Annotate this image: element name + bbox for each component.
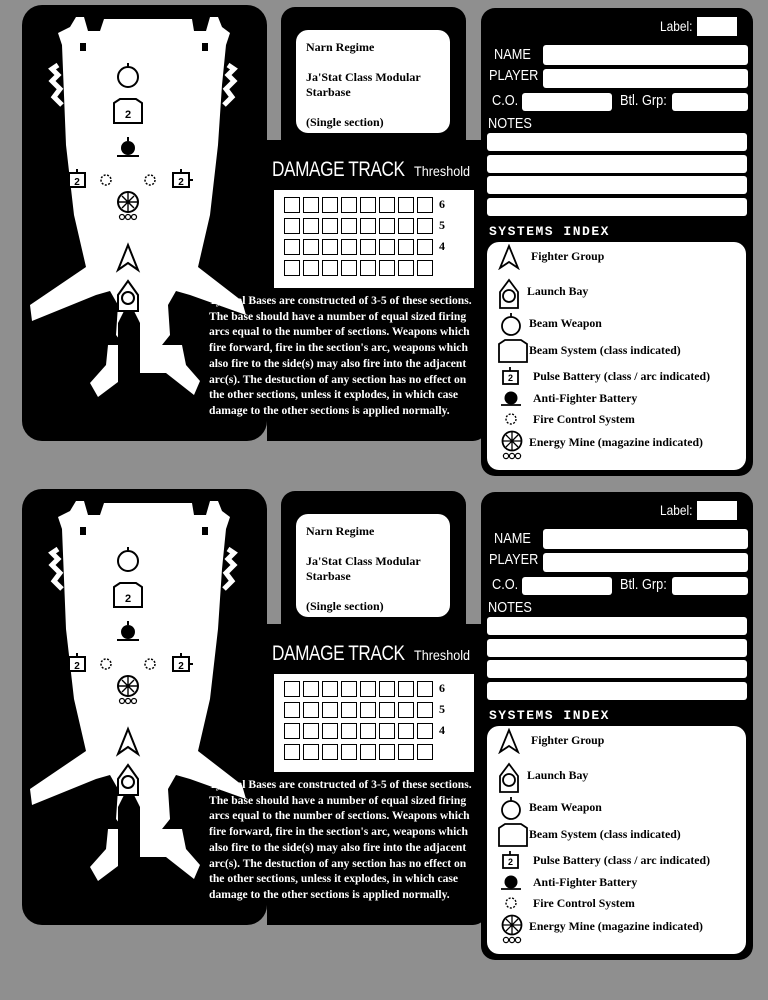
- damage-box[interactable]: [284, 681, 300, 697]
- damage-box[interactable]: [360, 260, 376, 276]
- fighter-group-icon: [497, 728, 521, 759]
- system-label: Energy Mine (magazine indicated): [529, 919, 703, 933]
- damage-row: [284, 702, 433, 721]
- label-field[interactable]: [697, 501, 737, 520]
- threshold-value: 4: [439, 239, 445, 253]
- damage-box[interactable]: [322, 218, 338, 234]
- damage-box[interactable]: [360, 239, 376, 255]
- launch-bay-icon: [497, 278, 521, 315]
- beam-weapon-icon: [118, 67, 138, 87]
- section-note: (Single section): [306, 599, 384, 613]
- player-label: PLAYER: [489, 67, 539, 84]
- ship-class: Ja'Stat Class Modular Starbase: [306, 554, 421, 583]
- damage-box[interactable]: [341, 744, 357, 760]
- damage-box[interactable]: [417, 218, 433, 234]
- energy-mine-icon: [118, 676, 138, 704]
- energy-mine-icon: [118, 192, 138, 220]
- anti-fighter-battery-icon: [500, 390, 522, 413]
- system-label: Beam System (class indicated): [529, 827, 681, 841]
- damage-box[interactable]: [341, 260, 357, 276]
- co-label: C.O.: [492, 576, 519, 593]
- damage-box[interactable]: [341, 681, 357, 697]
- threshold-value: 5: [439, 702, 445, 716]
- system-label: Fighter Group: [531, 733, 605, 747]
- damage-box[interactable]: [417, 723, 433, 739]
- notes-field[interactable]: [487, 176, 747, 194]
- system-label: Energy Mine (magazine indicated): [529, 435, 703, 449]
- damage-track: [274, 190, 474, 288]
- damage-box[interactable]: [417, 681, 433, 697]
- svg-text:2: 2: [178, 177, 184, 188]
- label-label: Label:: [660, 502, 693, 518]
- faction-name: Narn Regime: [306, 524, 375, 538]
- damage-box[interactable]: [360, 681, 376, 697]
- damage-row: [284, 197, 433, 216]
- svg-text:2: 2: [507, 857, 514, 867]
- damage-row: [284, 723, 433, 742]
- notes-field[interactable]: [487, 155, 747, 173]
- system-label: Anti-Fighter Battery: [533, 875, 638, 889]
- system-label: Fire Control System: [533, 896, 635, 910]
- label-field[interactable]: [697, 17, 737, 36]
- systems-index-title: SYSTEMS INDEX: [489, 224, 610, 239]
- fire-control-icon: [101, 175, 111, 185]
- damage-box[interactable]: [398, 744, 414, 760]
- system-label: Beam System (class indicated): [529, 343, 681, 357]
- btl-grp-field[interactable]: [672, 93, 748, 111]
- system-label: Pulse Battery (class / arc indicated): [533, 853, 711, 867]
- damage-box[interactable]: [341, 702, 357, 718]
- notes-field[interactable]: [487, 682, 747, 700]
- fire-control-icon: [504, 412, 518, 431]
- player-field[interactable]: [543, 69, 748, 88]
- fire-control-icon: [145, 659, 155, 669]
- fire-control-icon: [145, 175, 155, 185]
- system-label: Fighter Group: [531, 249, 605, 263]
- damage-box[interactable]: [417, 260, 433, 276]
- fire-control-icon: [504, 896, 518, 915]
- name-field[interactable]: [543, 529, 748, 549]
- damage-box[interactable]: [284, 197, 300, 213]
- energy-mine-icon: [499, 430, 525, 465]
- energy-mine-icon: [499, 914, 525, 949]
- btl-grp-field[interactable]: [672, 577, 748, 595]
- damage-box[interactable]: [284, 218, 300, 234]
- damage-box[interactable]: [303, 239, 319, 255]
- threshold-value: 6: [439, 681, 445, 695]
- damage-box[interactable]: [360, 744, 376, 760]
- svg-text:2: 2: [507, 373, 514, 383]
- svg-text:2: 2: [74, 177, 80, 188]
- launch-bay-icon: [497, 762, 521, 799]
- player-field[interactable]: [543, 553, 748, 572]
- label-label: Label:: [660, 18, 693, 34]
- damage-box[interactable]: [322, 681, 338, 697]
- threshold-value: 6: [439, 197, 445, 211]
- beam-weapon-icon: [118, 551, 138, 571]
- damage-box[interactable]: [303, 744, 319, 760]
- damage-box[interactable]: [303, 723, 319, 739]
- damage-box[interactable]: [322, 239, 338, 255]
- damage-box[interactable]: [379, 681, 395, 697]
- damage-box[interactable]: [417, 239, 433, 255]
- notes-field[interactable]: [487, 133, 747, 151]
- damage-box[interactable]: [322, 744, 338, 760]
- system-label: Launch Bay: [527, 284, 589, 298]
- section-description: Typical Bases are constructed of 3-5 of these sections. The base should have a number of equal sized firing arcs equal to the number of sections. Weapons which fire forward, fire in the section's arc, weapons which also fire to the side(s) may also fire into the adjacent arc(s). The destuction of any section has no effect on the other sections, unless it explodes, in which case damage to the other sections is applied normally.: [209, 294, 472, 417]
- damage-box[interactable]: [360, 197, 376, 213]
- beam-system-icon: [497, 822, 529, 853]
- systems-index: [487, 242, 746, 470]
- beam-weapon-icon: [499, 796, 523, 825]
- damage-box[interactable]: [398, 239, 414, 255]
- notes-field[interactable]: [487, 639, 747, 657]
- name-field[interactable]: [543, 45, 748, 65]
- damage-box[interactable]: [303, 681, 319, 697]
- damage-box[interactable]: [322, 260, 338, 276]
- system-label: Pulse Battery (class / arc indicated): [533, 369, 711, 383]
- system-label: Beam Weapon: [529, 316, 602, 330]
- damage-box[interactable]: [417, 197, 433, 213]
- damage-box[interactable]: [341, 723, 357, 739]
- damage-box[interactable]: [379, 702, 395, 718]
- damage-box[interactable]: [303, 702, 319, 718]
- anti-fighter-battery-icon: [500, 874, 522, 897]
- damage-box[interactable]: [398, 260, 414, 276]
- beam-weapon-icon: [499, 312, 523, 341]
- notes-field[interactable]: [487, 660, 747, 678]
- damage-track: [274, 674, 474, 772]
- damage-box[interactable]: [379, 744, 395, 760]
- damage-box[interactable]: [379, 723, 395, 739]
- damage-box[interactable]: [417, 702, 433, 718]
- system-label: Launch Bay: [527, 768, 589, 782]
- threshold-label: Threshold: [414, 163, 471, 179]
- btl-grp-label: Btl. Grp:: [620, 576, 667, 593]
- anti-fighter-battery-icon: [121, 141, 135, 155]
- player-label: PLAYER: [489, 551, 539, 568]
- name-label: NAME: [494, 530, 531, 547]
- damage-box[interactable]: [322, 197, 338, 213]
- damage-box[interactable]: [284, 260, 300, 276]
- btl-grp-label: Btl. Grp:: [620, 92, 667, 109]
- beam-class-label: 2: [124, 109, 132, 121]
- damage-row: [284, 218, 433, 237]
- co-field[interactable]: [522, 577, 612, 595]
- pulse-battery-icon: [500, 366, 522, 391]
- section-description: Typical Bases are constructed of 3-5 of these sections. The base should have a number of equal sized firing arcs equal to the number of sections. Weapons which fire forward, fire in the section's arc, weapons which also fire to the side(s) may also fire into the adjacent arc(s). The destuction of any section has no effect on the other sections, unless it explodes, in which case damage to the other sections is applied normally.: [209, 778, 472, 901]
- anti-fighter-battery-icon: [121, 625, 135, 639]
- damage-box[interactable]: [303, 260, 319, 276]
- threshold-value: 4: [439, 723, 445, 737]
- damage-row: [284, 744, 433, 763]
- damage-box[interactable]: [417, 744, 433, 760]
- ship-info: [296, 514, 450, 617]
- damage-track-title: DAMAGE TRACK: [272, 158, 405, 181]
- ship-record-sheet: [0, 484, 768, 968]
- damage-box[interactable]: [322, 723, 338, 739]
- co-label: C.O.: [492, 92, 519, 109]
- damage-box[interactable]: [284, 702, 300, 718]
- system-label: Fire Control System: [533, 412, 635, 426]
- damage-box[interactable]: [303, 218, 319, 234]
- damage-box[interactable]: [398, 702, 414, 718]
- svg-text:2: 2: [74, 661, 80, 672]
- ship-class: Ja'Stat Class Modular Starbase: [306, 70, 421, 99]
- damage-box[interactable]: [398, 723, 414, 739]
- section-note: (Single section): [306, 115, 384, 129]
- beam-class-label: 2: [124, 593, 132, 605]
- damage-box[interactable]: [284, 239, 300, 255]
- damage-box[interactable]: [398, 197, 414, 213]
- threshold-value: 5: [439, 218, 445, 232]
- beam-system-icon: [497, 338, 529, 369]
- damage-box[interactable]: [360, 218, 376, 234]
- ship-record-sheet: [0, 0, 768, 484]
- fighter-group-icon: [497, 244, 521, 275]
- systems-index-title: SYSTEMS INDEX: [489, 708, 610, 723]
- notes-label: NOTES: [488, 599, 532, 616]
- damage-box[interactable]: [398, 681, 414, 697]
- damage-box[interactable]: [284, 744, 300, 760]
- damage-box[interactable]: [379, 218, 395, 234]
- co-field[interactable]: [522, 93, 612, 111]
- name-label: NAME: [494, 46, 531, 63]
- damage-box[interactable]: [379, 260, 395, 276]
- notes-label: NOTES: [488, 115, 532, 132]
- damage-box[interactable]: [341, 218, 357, 234]
- damage-track-title: DAMAGE TRACK: [272, 642, 405, 665]
- damage-box[interactable]: [379, 239, 395, 255]
- damage-row: [284, 260, 433, 279]
- threshold-label: Threshold: [414, 647, 471, 663]
- damage-box[interactable]: [284, 723, 300, 739]
- damage-row: [284, 239, 433, 258]
- system-label: Anti-Fighter Battery: [533, 391, 638, 405]
- damage-box[interactable]: [322, 702, 338, 718]
- system-label: Beam Weapon: [529, 800, 602, 814]
- damage-box[interactable]: [341, 239, 357, 255]
- svg-text:2: 2: [178, 661, 184, 672]
- damage-box[interactable]: [303, 197, 319, 213]
- notes-field[interactable]: [487, 617, 747, 635]
- ship-info: [296, 30, 450, 133]
- fire-control-icon: [101, 659, 111, 669]
- damage-box[interactable]: [341, 197, 357, 213]
- systems-index: [487, 726, 746, 954]
- pulse-battery-icon: [500, 850, 522, 875]
- damage-box[interactable]: [398, 218, 414, 234]
- damage-box[interactable]: [360, 702, 376, 718]
- damage-box[interactable]: [360, 723, 376, 739]
- faction-name: Narn Regime: [306, 40, 375, 54]
- damage-row: [284, 681, 433, 700]
- notes-field[interactable]: [487, 198, 747, 216]
- damage-box[interactable]: [379, 197, 395, 213]
